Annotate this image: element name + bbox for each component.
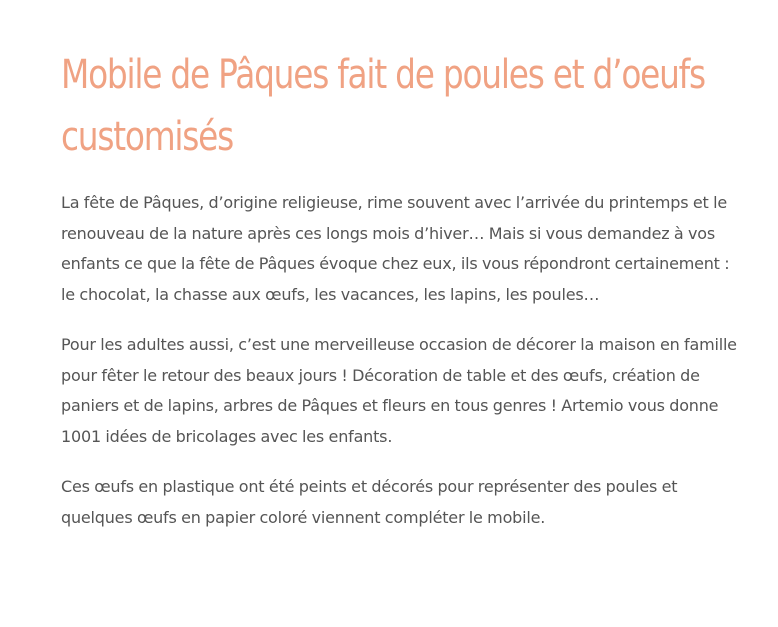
- article-paragraph-2: Pour les adultes aussi, c’est une merveilleuse occasion de décorer la maison en famille pour fêter le retour des beaux jours ! Décoration de table et des œufs, création de paniers et de lapins, arbres de Pâques et fleurs en tous genres ! Artemio vous donne 1001 idées de bricolages avec les enfants.: [61, 335, 737, 446]
- article: [61, 44, 741, 533]
- article-paragraph-3: Ces œufs en plastique ont été peints et décorés pour représenter des poules et quelques œufs en papier coloré viennent compléter le mobile.: [61, 477, 678, 527]
- article-title: Mobile de Pâques fait de poules et d’oeufs customisés: [61, 52, 705, 160]
- article-paragraph-1: La fête de Pâques, d’origine religieuse, rime souvent avec l’arrivée du printemps et le renouveau de la nature après ces longs mois d’hiver… Mais si vous demandez à vos enfants ce que la fête de Pâques évoque chez eux, ils vous répondront certainement : le chocolat, la chasse aux œufs, les vacances, les lapins, les poules…: [61, 193, 730, 304]
